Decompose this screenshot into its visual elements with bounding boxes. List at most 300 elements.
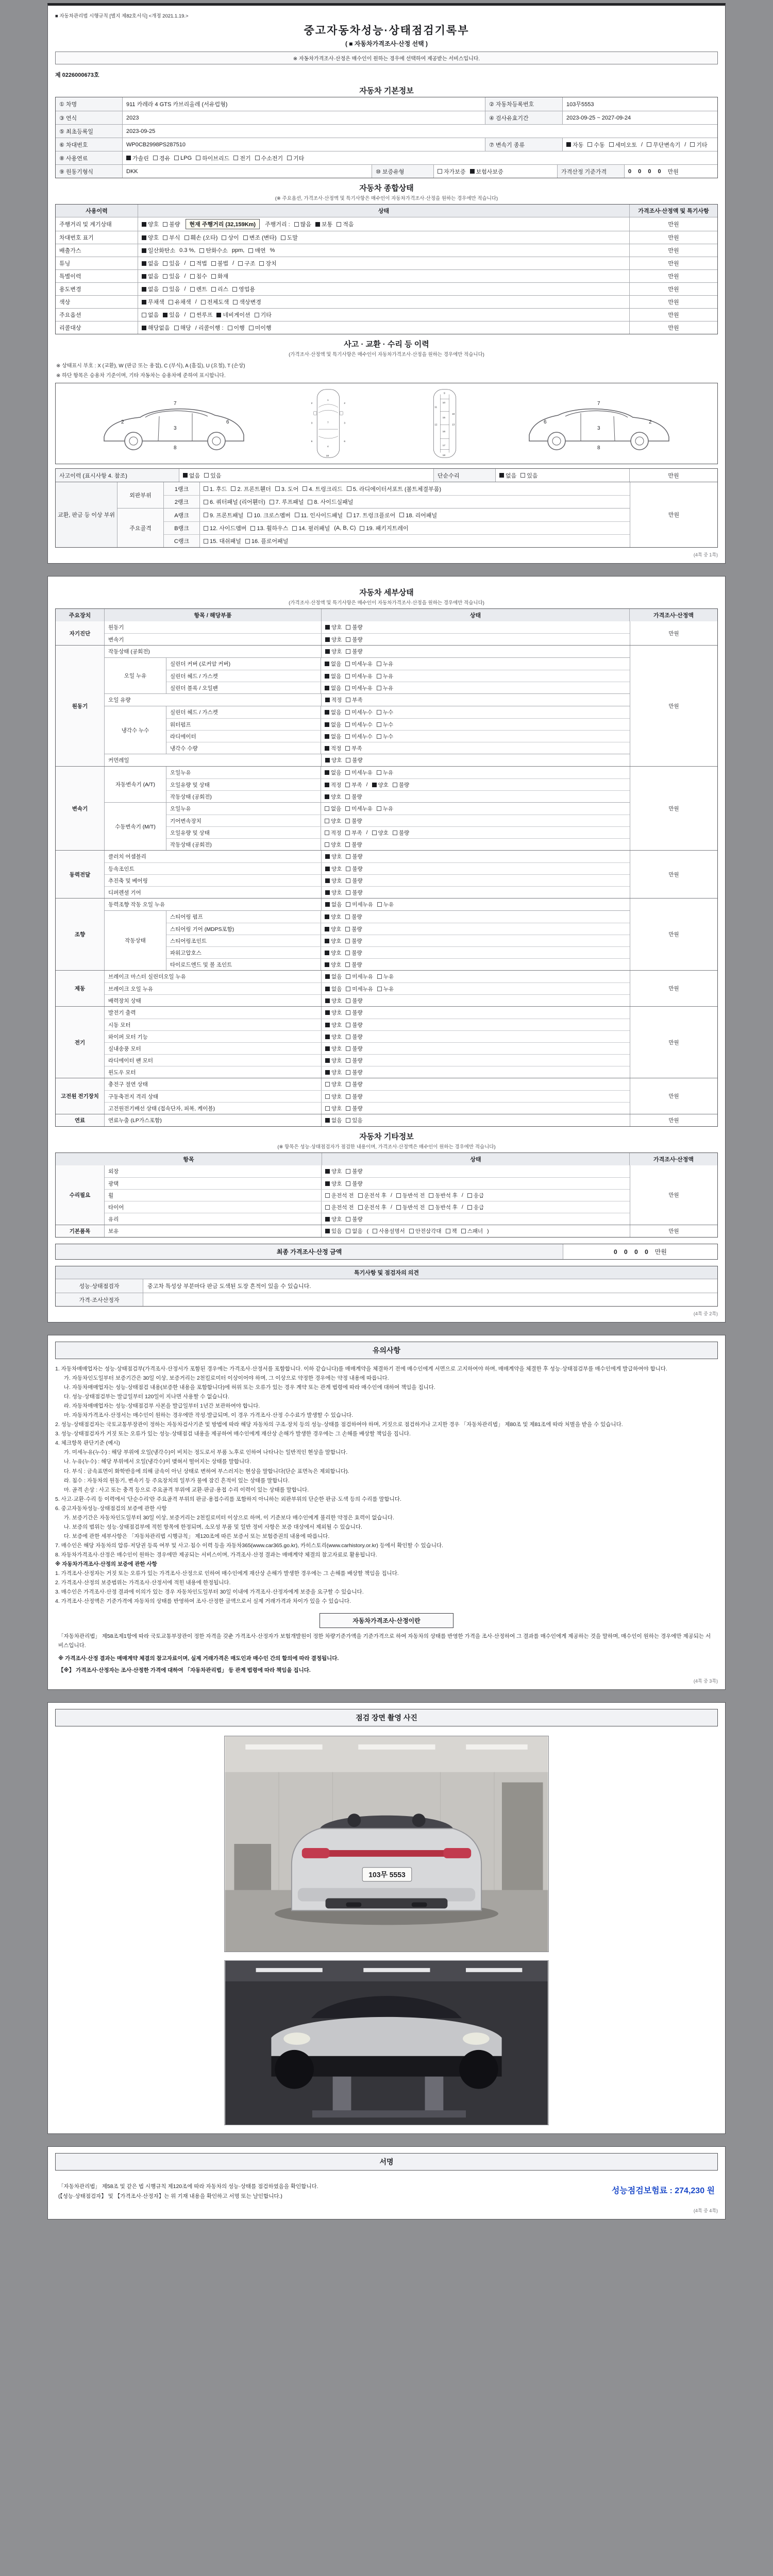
group-name: 기본품목 [56,1225,105,1237]
row-label: 색상 [56,296,138,308]
option [347,485,441,493]
checkbox[interactable] [393,783,397,787]
checkbox[interactable] [325,686,329,690]
checkbox[interactable] [211,261,216,266]
checkbox[interactable] [345,710,350,715]
checkbox[interactable] [163,274,167,279]
checkbox[interactable] [204,513,208,517]
checkbox[interactable] [346,1217,350,1222]
checkbox[interactable] [245,539,250,544]
checkbox[interactable] [325,746,329,751]
option [358,1204,387,1211]
detail-row [166,682,630,693]
checkbox[interactable] [169,300,173,304]
checkbox[interactable] [255,156,260,160]
option [183,471,200,480]
price-survey-foot-2: 【※】 가격조사·산정자는 조사·산정한 가격에 대하여 「자동차관리법」 등 관계 법령에 따라 책임을 집니다. [58,1667,311,1673]
option-static-text: ) [487,1228,489,1234]
checkbox[interactable] [325,987,330,991]
notice-line: 마. 골격 손상 : 사고 또는 충격 등으로 주요골격 부위에 교환·판금·용접 수리 이력이 있는 상태를 말합니다. [63,1486,309,1493]
option [325,756,342,764]
checkbox[interactable] [238,261,243,266]
checkbox[interactable] [467,1205,472,1210]
checkbox[interactable] [345,746,350,751]
checkbox[interactable] [345,842,350,847]
photos-title: 점검 장면 촬영 사진 [55,1709,718,1726]
checkbox[interactable] [346,1082,350,1087]
option-label: 불량 [352,624,363,631]
checkbox[interactable] [174,326,179,330]
option-label: 많음 [300,222,311,228]
checkbox[interactable] [190,261,195,266]
option-label: 불량 [351,961,362,968]
checkbox[interactable] [199,248,204,253]
checkbox[interactable] [345,674,350,679]
option [345,672,373,680]
checkbox[interactable] [360,526,364,531]
checkbox[interactable] [190,313,195,317]
checkbox[interactable] [377,770,381,775]
checkbox[interactable] [190,274,195,279]
checkbox[interactable] [647,142,651,147]
checkbox[interactable] [142,248,146,253]
checkbox[interactable] [142,326,146,330]
checkbox[interactable] [346,1229,350,1233]
checkbox[interactable] [347,513,351,517]
row-price: 만원 [668,325,679,331]
row-label: 주행거리 및 계기상태 [56,217,138,231]
item-label: 윈도우 모터 [105,1066,322,1078]
group-price: 만원 [630,1007,717,1078]
item-state-options [322,621,630,633]
checkbox[interactable] [396,1205,401,1210]
option-label: 부족 [351,782,362,788]
detail-row [105,1102,630,1114]
detail-row [105,1114,630,1126]
checkbox[interactable] [325,1070,330,1075]
option [249,324,272,332]
group-name: 수리필요 [56,1165,105,1225]
checkbox[interactable] [325,1035,330,1039]
checkbox[interactable] [204,473,209,478]
checkbox[interactable] [295,513,299,517]
detail-row [105,899,630,910]
item-state-options [321,658,630,670]
checkbox[interactable] [346,998,350,1003]
checkbox[interactable] [204,526,208,531]
option-static-text: / [195,299,197,305]
checkbox[interactable] [201,300,206,304]
checkbox[interactable] [325,1023,330,1027]
checkbox[interactable] [347,486,351,491]
checkbox[interactable] [325,1082,330,1087]
checkbox[interactable] [346,902,350,907]
inspection-valid-label: ④ 검사유효기간 [485,111,563,124]
checkbox[interactable] [325,878,330,883]
checkbox[interactable] [325,1181,330,1186]
checkbox[interactable] [292,526,297,531]
checkbox[interactable] [346,1118,350,1123]
checkbox[interactable] [346,1058,350,1063]
checkbox[interactable] [325,1058,330,1063]
option [247,511,290,519]
checkbox[interactable] [346,625,350,630]
checkbox[interactable] [346,698,350,702]
option [142,285,159,293]
checkbox[interactable] [325,890,330,895]
option [345,817,362,825]
checkbox[interactable] [345,939,350,943]
checkbox[interactable] [325,674,329,679]
col-detail-price: 가격조사·산정액 [653,613,694,619]
item-label: 워터펌프 [166,719,321,730]
checkbox[interactable] [153,156,158,160]
checkbox[interactable] [325,698,330,702]
checkbox[interactable] [377,722,381,727]
checkbox[interactable] [231,486,236,491]
option [377,684,393,692]
checkbox[interactable] [204,500,208,504]
checkbox[interactable] [345,783,350,787]
checkbox[interactable] [345,927,350,931]
checkbox[interactable] [325,974,330,979]
checkbox[interactable] [325,770,329,775]
option-label: 응급 [473,1192,484,1199]
col-state: 상태 [138,205,630,217]
option [337,220,354,228]
checkbox[interactable] [248,248,253,253]
option-label: 무채색 [148,299,164,306]
option-static-text: (A, B, C) [334,525,356,531]
checkbox[interactable] [325,1169,330,1174]
checkbox[interactable] [249,326,254,330]
checkbox[interactable] [377,974,382,979]
notice-line: 가. 보증기간은 자동차인도일부터 30일 이상, 보증거리는 2천킬로미터 이상으로 하며, 이 기준보다 매수인에게 불리한 약정은 효력이 없습니다. [63,1514,394,1521]
checkbox[interactable] [325,1094,330,1099]
checkbox[interactable] [281,235,285,240]
final-price-label: 최종 가격조사·산정 금액 [276,1248,342,1256]
checkbox[interactable] [345,770,350,775]
checkbox[interactable] [346,1046,350,1051]
option-label: 양호 [331,1168,342,1175]
checkbox[interactable] [325,722,329,727]
checkbox[interactable] [325,734,329,739]
checkbox[interactable] [346,1169,350,1174]
checkbox[interactable] [325,662,329,666]
checkbox[interactable] [587,142,592,147]
checkbox[interactable] [377,987,382,991]
checkbox[interactable] [429,1193,433,1198]
option-label: 양호 [331,841,342,848]
checkbox[interactable] [346,867,350,871]
checkbox[interactable] [520,473,525,478]
option [248,246,265,255]
checkbox[interactable] [337,222,341,227]
checkbox[interactable] [142,235,146,240]
checkbox[interactable] [325,939,329,943]
checkbox[interactable] [163,235,167,240]
option [204,524,246,532]
checkbox[interactable] [325,831,329,835]
checkbox[interactable] [325,867,330,871]
checkbox[interactable] [325,1106,330,1111]
option [126,154,149,162]
checkbox[interactable] [346,637,350,642]
item-state-options [322,1114,630,1126]
checkbox[interactable] [325,1205,330,1210]
checkbox[interactable] [211,287,216,292]
checkbox[interactable] [346,1181,350,1186]
option [690,141,707,149]
checkbox[interactable] [325,962,329,967]
checkbox[interactable] [232,287,237,292]
checkbox[interactable] [346,1070,350,1075]
checkbox[interactable] [325,1118,330,1123]
checkbox[interactable] [163,287,167,292]
checkbox[interactable] [325,1046,330,1051]
checkbox[interactable] [196,156,200,160]
block-sub-label: 오일 누유 [105,658,166,693]
checkbox[interactable] [358,1193,363,1198]
checkbox[interactable] [373,1229,377,1233]
checkbox[interactable] [325,819,329,823]
checkbox[interactable] [303,486,307,491]
item-state-options [322,899,630,910]
checkbox[interactable] [345,962,350,967]
checkbox[interactable] [142,261,146,266]
checkbox[interactable] [183,473,188,478]
option-label: 없음 [331,673,342,680]
checkbox[interactable] [358,1205,363,1210]
group-name: 자기진단 [56,621,105,645]
option [238,259,255,267]
checkbox[interactable] [247,513,252,517]
checkbox[interactable] [142,274,146,279]
checkbox[interactable] [346,649,350,654]
checkbox[interactable] [377,686,381,690]
checkbox[interactable] [250,526,255,531]
checkbox[interactable] [499,473,504,478]
checkbox[interactable] [315,222,320,227]
comprehensive-row [56,231,717,244]
checkbox[interactable] [372,783,377,787]
checkbox[interactable] [346,1035,350,1039]
svg-text:7: 7 [597,401,600,406]
checkbox[interactable] [372,831,377,835]
checkbox[interactable] [163,313,167,317]
checkbox[interactable] [325,914,329,919]
base-price-unit: 만원 [667,168,679,175]
transmission-label: ⑦ 변속기 종류 [485,138,563,151]
notice-line: 3. 매수인은 가격조사·산정 결과에 이의가 있는 경우 자동차인도일부터 30일 이내에 가격조사·산정자에게 보증을 요구할 수 있습니다. [55,1589,364,1596]
base-price-digits: 0 0 0 0 [628,168,664,175]
checkbox[interactable] [377,902,382,907]
checkbox[interactable] [233,156,238,160]
comprehensive-row [56,217,717,231]
checkbox[interactable] [345,951,350,955]
checkbox[interactable] [184,235,189,240]
detail-row [166,815,630,826]
checkbox[interactable] [325,1229,330,1233]
checkbox[interactable] [325,649,330,654]
checkbox[interactable] [345,662,350,666]
option [377,973,394,980]
group-name: 연료 [56,1114,105,1126]
checkbox[interactable] [346,1010,350,1015]
option [190,259,207,267]
checkbox[interactable] [294,222,299,227]
checkbox[interactable] [259,261,264,266]
checkbox[interactable] [346,1023,350,1027]
checkbox[interactable] [346,758,350,762]
checkbox[interactable] [345,914,350,919]
checkbox[interactable] [325,783,329,787]
item-label: 실린더 커버 (로커암 커버) [166,658,321,670]
checkbox[interactable] [325,842,329,847]
checkbox[interactable] [325,637,330,642]
notice-line: 다. 성능·상태점검부는 발급일부터 120일이 지나면 사용할 수 없습니다. [63,1394,229,1400]
checkbox[interactable] [377,674,381,679]
option-label: 8. 사이드실패널 [314,499,354,505]
checkbox[interactable] [346,987,350,991]
checkbox[interactable] [211,274,216,279]
notice-line: ※ 자동차가격조사·산정의 보증에 관한 사항 [55,1561,157,1567]
group-price: 만원 [630,1114,717,1126]
checkbox[interactable] [396,1193,401,1198]
option-label: 없음 [148,312,159,318]
detail-row [166,790,630,802]
checkbox[interactable] [346,890,350,895]
checkbox[interactable] [429,1205,433,1210]
option [345,721,373,728]
checkbox[interactable] [325,710,329,715]
option-label: 하이브리드 [202,155,230,162]
checkbox[interactable] [377,806,381,811]
checkbox[interactable] [461,1229,466,1233]
row-state-options [138,296,630,308]
option-label: 불량 [352,889,363,896]
checkbox[interactable] [345,734,350,739]
option [346,1045,362,1053]
checkbox[interactable] [345,722,350,727]
option [346,877,362,885]
checkbox[interactable] [204,539,208,544]
checkbox[interactable] [325,806,329,811]
exchange-category: 외판부위 [117,482,164,508]
checkbox[interactable] [174,156,179,160]
checkbox[interactable] [325,625,330,630]
checkbox[interactable] [467,1193,472,1198]
checkbox[interactable] [377,710,381,715]
svg-text:6: 6 [226,419,229,425]
checkbox[interactable] [325,998,330,1003]
checkbox[interactable] [346,1094,350,1099]
checkbox[interactable] [325,854,330,859]
checkbox[interactable] [325,758,330,762]
checkbox[interactable] [163,261,167,266]
checkbox[interactable] [216,313,221,317]
checkbox[interactable] [142,300,146,304]
checkbox[interactable] [377,662,381,666]
checkbox[interactable] [325,951,329,955]
checkbox[interactable] [345,686,350,690]
checkbox[interactable] [142,222,146,227]
checkbox[interactable] [377,734,381,739]
checkbox[interactable] [345,806,350,811]
option-label: 적정 [331,697,342,703]
item-label: 시동 모터 [105,1019,322,1030]
checkbox[interactable] [308,500,312,504]
option [163,285,180,293]
option [409,1227,442,1235]
checkbox[interactable] [126,156,131,160]
option-label: 운전석 전 [331,1204,354,1211]
checkbox[interactable] [345,831,350,835]
checkbox[interactable] [287,156,292,160]
checkbox[interactable] [270,500,274,504]
checkbox[interactable] [163,222,167,227]
checkbox[interactable] [393,831,397,835]
checkbox[interactable] [275,486,280,491]
accident-table [55,468,718,548]
checkbox[interactable] [346,1106,350,1111]
checkbox[interactable] [233,300,238,304]
checkbox[interactable] [190,287,195,292]
svg-text:10: 10 [442,401,445,404]
checkbox[interactable] [346,854,350,859]
checkbox[interactable] [446,1229,450,1233]
checkbox[interactable] [345,819,350,823]
checkbox[interactable] [609,142,614,147]
checkbox[interactable] [566,142,571,147]
checkbox[interactable] [409,1229,414,1233]
checkbox[interactable] [399,513,404,517]
option [372,781,389,789]
checkbox[interactable] [346,974,350,979]
svg-text:19: 19 [451,413,455,416]
checkbox[interactable] [222,235,226,240]
option [377,660,393,668]
checkbox[interactable] [345,794,350,799]
checkbox[interactable] [228,326,232,330]
item-label: 라디에이터 팬 모터 [105,1055,322,1066]
option [346,1227,362,1235]
checkbox[interactable] [690,142,695,147]
item-state-options [322,1019,630,1030]
checkbox[interactable] [204,486,208,491]
checkbox[interactable] [325,902,330,907]
checkbox[interactable] [325,927,329,931]
detail-row [166,718,630,730]
checkbox[interactable] [438,169,442,174]
checkbox[interactable] [243,235,248,240]
block-rows [105,646,630,657]
checkbox[interactable] [325,1217,330,1222]
option-label: 12. 사이드멤버 [210,526,247,532]
checkbox[interactable] [325,794,329,799]
checkbox[interactable] [346,878,350,883]
block-rows [105,1225,630,1237]
svg-text:7: 7 [174,401,177,406]
option-label: 미세누유 [352,986,373,992]
checkbox[interactable] [255,313,259,317]
checkbox[interactable] [325,1193,330,1198]
checkbox[interactable] [325,1010,330,1015]
option-label: 양호 [331,1057,342,1064]
checkbox[interactable] [142,313,146,317]
checkbox[interactable] [470,169,475,174]
checkbox[interactable] [142,287,146,292]
